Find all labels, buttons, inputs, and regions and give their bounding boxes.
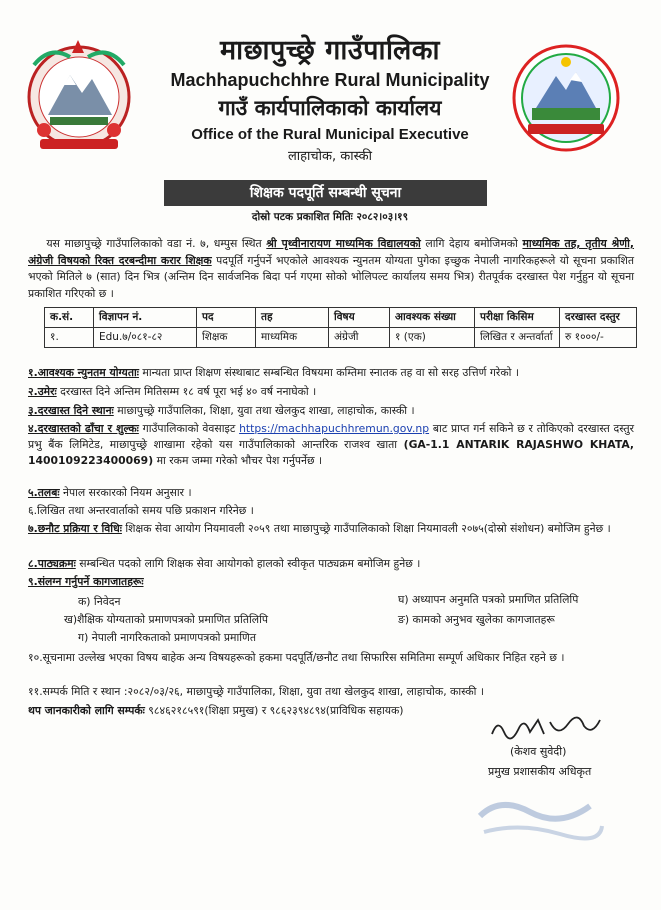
table-header: विषय [329,308,390,328]
notice-title: शिक्षक पदपूर्ति सम्बन्धी सूचना [164,180,487,206]
signatory-designation: प्रमुख प्रशासकीय अधिकृत [488,765,592,778]
item-text: नेपाल सरकारको नियम अनुसार । [62,486,192,499]
item-committee: १०.सूचनामा उल्लेख भएका विषय बाहेक अन्य विषयहरूको हकमा पदपूर्ति/छनौट तथा सिफारिस समितिमा सम्पूर्ण अधिकार निहित रहने छ । [28,651,565,664]
item-text: शिक्षक सेवा आयोग नियमावली २०५९ तथा माछापुच्छ्रे गाउँपालिकाको शिक्षा नियमावली २०७५(दोस्रो संशोधन) बमोजिम हुनेछ । [125,522,611,535]
table-header: आवश्यक संख्या [390,308,475,328]
item-text: गाउँपालिकाको वेवसाइट [142,422,236,435]
doc-ga: ग) नेपाली नागरिकताको प्रमाणपत्रको प्रमाणित [78,631,257,644]
item-label: ४.दरखास्तको ढाँचा र शुल्कः [28,422,139,435]
table-header: परीक्षा किसिम [475,308,560,328]
item-text: मा रकम जम्मा गरेको भौचर पेश गर्नुपर्नेछ । [156,454,323,467]
signature-icon [488,712,608,744]
item-selection [28,521,634,537]
item-label: ८.पाठ्यक्रमः [28,557,76,570]
signatory-name: (केशव सुवेदी) [510,745,567,758]
item-salary [28,485,634,501]
table-header: पद [197,308,256,328]
item-documents [28,574,634,590]
intro-paragraph [28,236,634,302]
item-text: मान्यता प्राप्त शिक्षण संस्थाबाट सम्बन्धित विषयमा कम्तिमा स्नातक तह वा सो सरह उत्तिर्ण गरेको । [142,366,519,379]
office-address: लाहाचोक, कास्की [287,149,373,164]
item-text: बाट प्राप्त गर्न सकिने छ र तोकिएको दरखास्त दस्तुर प्रभु बैंक लिमिटेड, माछापुच्छ्रे शाखामा रहेको यस गाउँपालिकाको आन्तरिक राजश्व खाता [28,422,635,451]
position-level: माध्यमिक तह, तृतीय श्रेणी, अंग्रेजी विषयको रिक्त दरबन्दीमा करार शिक्षक [28,237,635,267]
nepal-emblem-icon [20,35,138,155]
table-header-row [45,308,637,328]
item-label: १.आवश्यक न्युनतम योग्यताः [28,366,139,379]
table-cell: माध्यमिक [256,328,329,348]
table-cell: Edu.७/०८१-८२ [94,328,197,348]
municipality-title-np: माछापुच्छ्रे गाउँपालिका [219,35,440,66]
office-title-np: गाउँ कार्यपालिकाको कार्यालय [218,96,442,120]
website-link[interactable]: https://machhapuchhremun.gov.np [239,422,430,435]
table-header: क.सं. [45,308,94,328]
item-label: थप जानकारीको लागि सम्पर्कः [28,704,145,717]
table-cell: रु १०००/- [560,328,637,348]
item-label: ३.दरखास्त दिने स्थानः [28,404,114,417]
item-text: ९८४६२१८५९१(शिक्षा प्रमुख) र ९८६२३९४८९४(प्राविधिक सहायक) [148,704,404,717]
table-cell: अंग्रेजी [329,328,390,348]
table-cell: १. [45,328,94,348]
intro-text-1: यस माछापुच्छ्रे गाउँपालिकाको वडा नं. ७, धम्पुस स्थित [46,237,262,250]
bank-account: (GA-1.1 ANTARIK RAJASHWO KHATA, 1400109223400069) [28,438,635,467]
item-exam-schedule: ६.लिखित तथा अन्तरवार्ताको समय पछि प्रकाशन गरिनेछ । [28,504,254,517]
table-header: विज्ञापन नं. [94,308,197,328]
municipality-title-en: Machhapuchchhre Rural Municipality [170,70,490,90]
item-contact-date: ११.सम्पर्क मिति र स्थान :२०८२/०३/२६, माछापुच्छ्रे गाउँपालिका, शिक्षा, युवा तथा खेलकुद शाखा, लाहाचोक, कास्की । [28,685,484,698]
item-format-fee [28,421,634,469]
item-label: ९.संलग्न गर्नुपर्ने कागजातहरूः [28,575,144,588]
publication-date: दोस्रो पटक प्रकाशित मितिः २०८२।०३।१९ [251,211,409,223]
item-label: ७.छनौट प्रक्रिया र विधिः [28,522,122,535]
intro-text-3: पदपूर्ति गर्नुपर्ने भएकोले आवश्यक न्युनतम योग्यता पुगेका इच्छुक नेपाली नागरिकहरूले यो सूचना प्रकाशित भएको मितिले ७ (सात) दिन भित्र (अन्तिम दिन सार्वजनिक बिदा पर्न गएमा सोको भोलिपल्ट कार्यालय समय भित्र) रीतपूर्वक दरखास्त पेश गर्नुहुन यो सूचना प्रकाशित गरिएको छ । [28,253,634,300]
table-cell: १ (एक) [390,328,475,348]
item-label: ५.तलबः [28,486,60,499]
table-cell: लिखित र अन्तर्वार्ता [475,328,560,348]
item-qualification [28,365,634,381]
table-cell: शिक्षक [197,328,256,348]
school-name: श्री पृथ्वीनारायण माध्यमिक विद्यालयको [266,237,421,250]
doc-kha: ख)शैक्षिक योग्यताको प्रमाणपत्रको प्रमाणित प्रतिलिपि [64,613,269,626]
office-stamp-icon [470,786,610,844]
office-title-en: Office of the Rural Municipal Executive [191,126,469,143]
doc-gha: घ) अध्यापन अनुमति पत्रको प्रमाणित प्रतिलिपि [398,593,579,606]
doc-nga: ङ) कामको अनुभव खुलेका कागजातहरू [398,613,555,626]
intro-text-2: लागि देहाय बमोजिमको [425,237,518,250]
vacancy-table [44,307,637,348]
item-label: २.उमेरः [28,385,57,398]
item-text: माछापुच्छ्रे गाउँपालिका, शिक्षा, युवा तथा खेलकुद शाखा, लाहाचोक, कास्की । [117,404,415,417]
table-header: तह [256,308,329,328]
item-text: दरखास्त दिने अन्तिम मितिसम्म १८ वर्ष पूरा भई ४० वर्ष ननाघेको । [60,385,317,398]
item-age [28,384,634,400]
table-row [45,328,637,348]
municipality-logo-icon [510,42,622,154]
item-syllabus [28,556,634,572]
item-application-place [28,403,634,419]
doc-ka: क) निवेदन [78,595,121,608]
table-header: दरखास्त दस्तुर [560,308,637,328]
item-text: सम्बन्धित पदको लागि शिक्षक सेवा आयोगको हालको स्वीकृत पाठ्यक्रम बमोजिम हुनेछ । [79,557,421,570]
